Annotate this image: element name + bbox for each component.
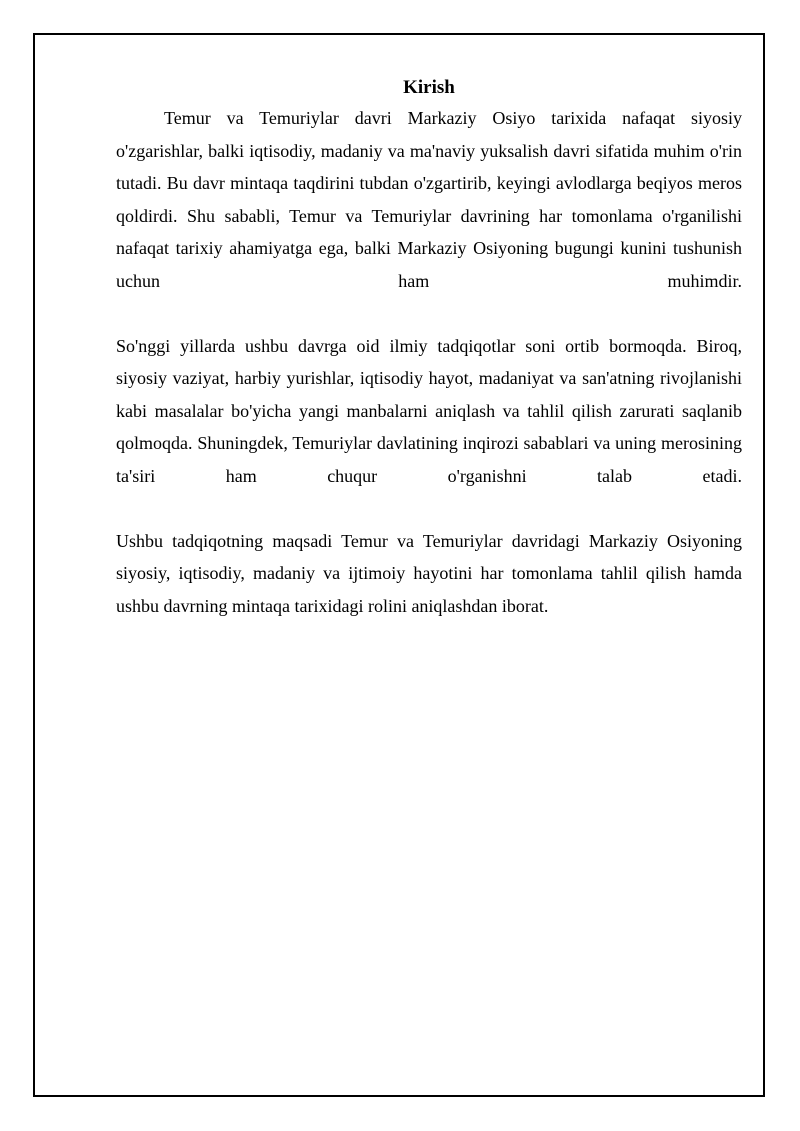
paragraph-intro: Temur va Temuriylar davri Markaziy Osiyo tarixida nafaqat siyosiy o'zgarishlar, balki iqtisodiy, madaniy va ma'naviy yuksalish davri sifatida muhim o'rin tutadi. Bu davr mintaqa taqdirini tubdan o'zgartirib, keyingi avlodlarga beqiyos meros qoldirdi. Shu sababli, Temur va Temuriylar davrining har tomonlama o'rganilishi nafaqat tarixiy ahamiyatga ega, balki Markaziy Osiyoning bugungi kunini tushunish uchun ham muhimdir.: [116, 108, 742, 291]
document-title: Kirish: [403, 77, 455, 98]
paragraph-research: So'nggi yillarda ushbu davrga oid ilmiy tadqiqotlar soni ortib bormoqda. Biroq, siyosiy vaziyat, harbiy yurishlar, iqtisodiy hayot, madaniyat va san'atning rivojlanishi kabi masalalar bo'yicha yangi manbalarni aniqlash va tahlil qilish zarurati saqlanib qolmoqda. Shuningdek, Temuriylar davlatining inqirozi sabablari va uning merosining ta'siri ham chuqur o'rganishni talab etadi.: [116, 335, 742, 486]
paragraph-goal: Ushbu tadqiqotning maqsadi Temur va Temuriylar davridagi Markaziy Osiyoning siyosiy, iqtisodiy, madaniy va ijtimoiy hayotini har tomonlama tahlil qilish hamda ushbu davrning mintaqa tarixidagi rolini aniqlashdan iborat.: [116, 530, 742, 616]
paragraph-gap: [116, 492, 742, 525]
document-body: [116, 74, 742, 622]
paragraph-gap: [116, 297, 742, 330]
